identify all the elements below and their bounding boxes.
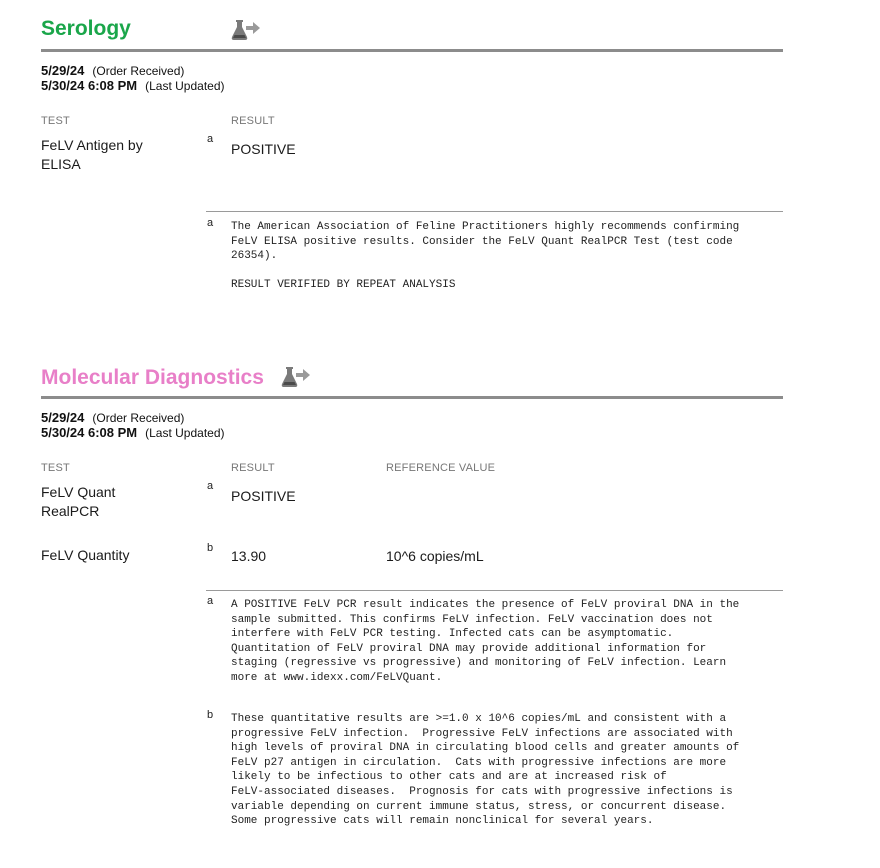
flask-arrow-icon[interactable] xyxy=(231,17,261,43)
molecular-diagnostics-title: Molecular Diagnostics xyxy=(41,366,264,389)
test-name-line: FeLV Antigen by xyxy=(41,137,143,153)
column-header-reference: REFERENCE VALUE xyxy=(386,462,496,474)
molecular-divider xyxy=(41,396,783,399)
footnote-marker: a xyxy=(207,133,214,145)
footnote-marker: a xyxy=(207,217,214,229)
footnote-text: These quantitative results are >=1.0 x 10^6 copies/mL and consistent with a progressive FeLV infection. Progressive FeLV infections are associated with high levels of proviral DNA in circulating blood cells and greater amounts of FeLV p27 antigen in circulation. Cats with progressive infections are more likely to be infectious to other cats and are at increased risk of FeLV-associated diseases. Prognosis for cats with progressive infections is variable depending on current immune status, stress, or concurrent disease. Some progressive cats will remain nonclinical for several years. xyxy=(231,713,740,828)
test-name-line: RealPCR xyxy=(41,503,100,519)
test-name-felv-antigen xyxy=(41,136,143,174)
serology-last-updated xyxy=(41,78,225,93)
result-value: POSITIVE xyxy=(231,141,296,157)
order-date: 5/29/24 xyxy=(41,410,85,425)
order-note: (Order Received) xyxy=(92,64,185,78)
footnote-marker: a xyxy=(207,595,214,607)
test-name-felv-quantity xyxy=(41,546,129,565)
column-header-result: RESULT xyxy=(231,462,275,474)
serology-order-received xyxy=(41,63,184,78)
column-header-result: RESULT xyxy=(231,115,275,127)
serology-title: Serology xyxy=(41,17,131,40)
flask-arrow-icon[interactable] xyxy=(281,364,311,390)
reference-value: 10^6 copies/mL xyxy=(386,548,484,564)
updated-note: (Last Updated) xyxy=(145,79,225,93)
test-name-felv-quant xyxy=(41,483,115,521)
test-name-line: ELISA xyxy=(41,156,81,172)
notes-divider xyxy=(206,211,783,212)
footnote-marker: a xyxy=(207,480,214,492)
test-name-line: FeLV Quantity xyxy=(41,547,130,563)
order-date: 5/29/24 xyxy=(41,63,85,78)
serology-divider xyxy=(41,49,783,52)
updated-note: (Last Updated) xyxy=(145,426,225,440)
column-header-test: TEST xyxy=(41,462,70,474)
column-header-test: TEST xyxy=(41,115,70,127)
test-name-line: FeLV Quant xyxy=(41,484,116,500)
footnote-text: The American Association of Feline Practitioners highly recommends confirming FeLV ELISA positive results. Consider the FeLV Quant RealPCR Test (test code 26354). RESULT VERIFIED BY REPEAT ANALYSIS xyxy=(231,221,740,292)
molecular-order-received xyxy=(41,410,184,425)
molecular-last-updated xyxy=(41,425,225,440)
notes-divider xyxy=(206,590,783,591)
result-value: 13.90 xyxy=(231,548,267,564)
order-note: (Order Received) xyxy=(92,411,185,425)
footnote-text: A POSITIVE FeLV PCR result indicates the presence of FeLV proviral DNA in the sample submitted. This confirms FeLV infection. FeLV vaccination does not interfere with FeLV PCR testing. Infected cats can be asymptomatic. Quantitation of FeLV proviral DNA may provide additional information for staging (regressive vs progressive) and monitoring of FeLV infection. Learn more at www.idexx.com/FeLVQuant. xyxy=(231,599,740,684)
footnote-marker: b xyxy=(207,542,214,554)
updated-date: 5/30/24 6:08 PM xyxy=(41,78,138,93)
updated-date: 5/30/24 6:08 PM xyxy=(41,425,138,440)
footnote-marker: b xyxy=(207,709,214,721)
result-value: POSITIVE xyxy=(231,488,296,504)
